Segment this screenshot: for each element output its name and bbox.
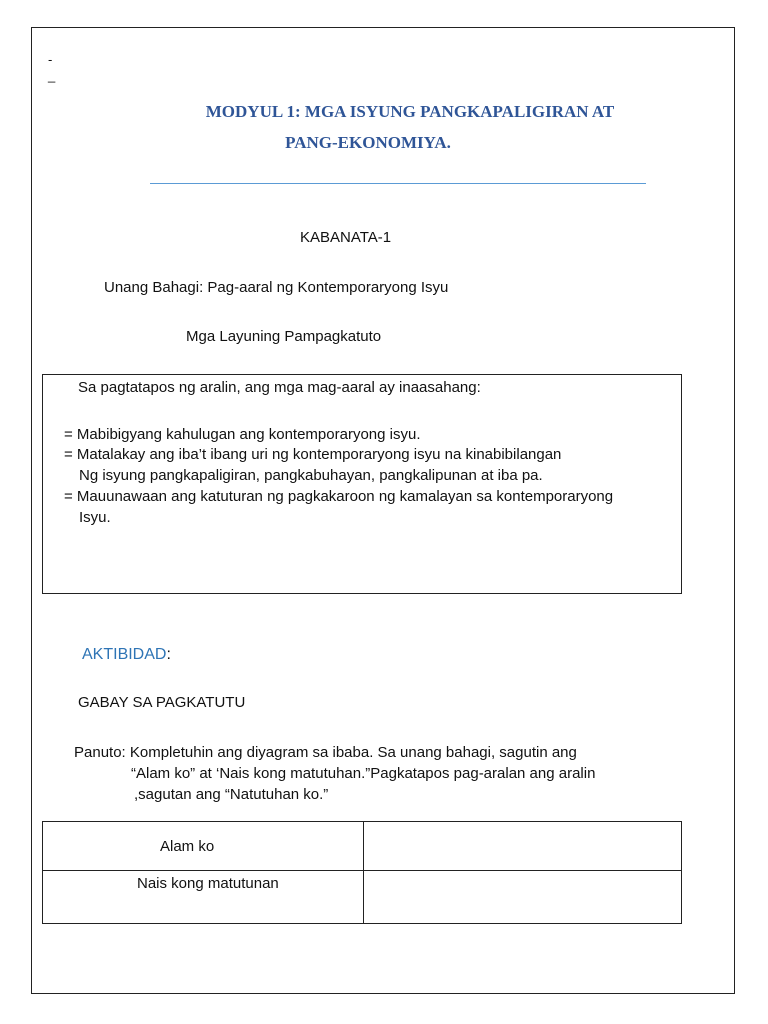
instruction-line-2: “Alam ko” at ‘Nais kong matutuhan.”Pagkatapos pag-aralan ang aralin [131, 765, 596, 782]
table-cell-label [43, 871, 364, 924]
part-heading: Unang Bahagi: Pag-aaral ng Kontemporaryong Isyu [104, 279, 449, 296]
instruction-line-3: ,sagutan ang “Natutuhan ko.” [134, 786, 329, 803]
title-divider [150, 183, 646, 184]
table-row [43, 871, 682, 924]
module-title-line-1: MODYUL 1: MGA ISYUNG PANGKAPALIGIRAN AT [205, 102, 615, 121]
objectives-heading: Mga Layuning Pampagkatuto [186, 328, 382, 345]
objective-line-1: = Mabibigyang kahulugan ang kontemporaryong isyu. [64, 426, 421, 443]
objective-line-5: Isyu. [79, 509, 111, 526]
instruction-line-1: Panuto: Kompletuhin ang diyagram sa ibaba. Sa unang bahagi, sagutin ang [74, 744, 577, 761]
chapter-heading: KABANATA-1 [300, 229, 392, 246]
row-label-nais-kong-matutunan: Nais kong matutunan [137, 875, 279, 892]
objective-line-3: Ng isyung pangkapaligiran, pangkabuhayan, pangkalipunan at iba pa. [79, 467, 543, 484]
module-title-line-2: PANG-EKONOMIYA. [285, 133, 451, 152]
objective-line-4: = Mauunawaan ang katuturan ng pagkakaroon ng kamalayan sa kontemporaryong [64, 488, 614, 505]
table-row [43, 822, 682, 871]
objectives-intro: Sa pagtatapos ng aralin, ang mga mag-aaral ay inaasahang: [78, 379, 481, 396]
corner-mark-underscore: _ [48, 68, 56, 83]
activity-colon: : [166, 646, 171, 663]
activity-label: AKTIBIDAD [82, 646, 167, 663]
row-label-alam-ko: Alam ko [160, 837, 215, 855]
corner-mark-dash: - [48, 52, 53, 67]
objective-line-2: = Matalakay ang iba’t ibang uri ng kontemporaryong isyu na kinabibilangan [64, 446, 562, 463]
activity-heading [82, 646, 171, 664]
corner-marks [48, 52, 55, 84]
objectives-box [42, 374, 682, 594]
kwl-diagram-table [42, 821, 682, 924]
guide-heading: GABAY SA PAGKATUTU [78, 694, 246, 711]
table-cell-label [43, 822, 364, 871]
table-cell-answer-nais-kong-matutunan[interactable] [364, 871, 682, 924]
table-cell-answer-alam-ko[interactable] [364, 822, 682, 871]
